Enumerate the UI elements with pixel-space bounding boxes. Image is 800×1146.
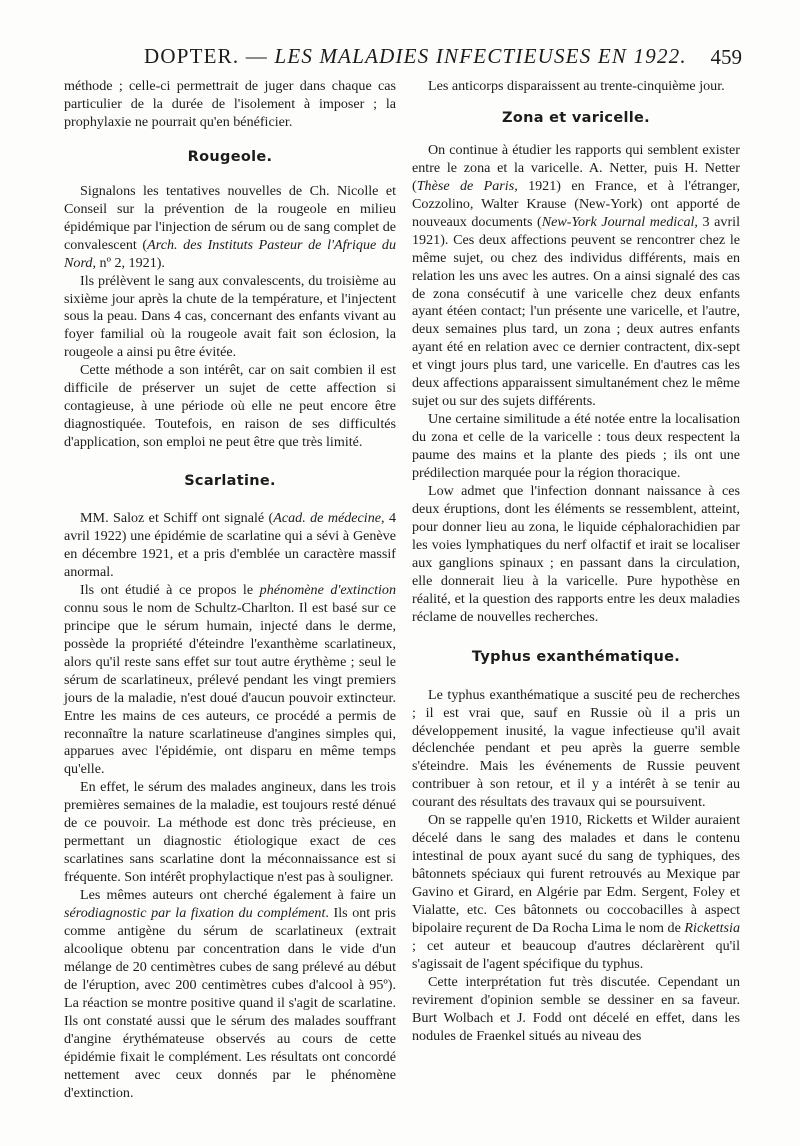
header-journal-title: LES MALADIES INFECTIEUSES EN 1922. <box>274 44 687 68</box>
zona-p1-text-b: , 1921) en France, et à l'étranger, Cozzolino, Walter Krause (New-York) ont apporté de nouveaux documents ( <box>412 177 741 230</box>
page-number: 459 <box>710 45 742 69</box>
rougeole-paragraph-2: Ils prélèvent le sang aux convalescents, du troisième au sixième jour après la chute de la température, et l'injectent sous la peau. Dans 4 cas, concernant des enfants vivant au foyer familial où la rougeole avait fait son éclosion, la rougeole a ainsi pu être évitée. <box>64 272 396 361</box>
right-column <box>412 78 740 1046</box>
zona-p1-reference-2: New-York Journal medical <box>541 213 695 230</box>
rougeole-p1-text-a: Signalons les tentatives nouvelles de Ch. Nicolle et Conseil sur la prévention de la rougeole en milieu épidémique par l'injection de sérum ou de sang complet de convalescent ( <box>64 182 396 253</box>
typhus-paragraph-2 <box>412 812 740 974</box>
rougeole-p1-reference: Arch. des Instituts Pasteur de l'Afrique du Nord <box>64 236 397 271</box>
scarlatine-p2-emphasis: phénomène d'extinction <box>259 581 396 598</box>
header-title <box>144 44 687 69</box>
scarlatine-p1-text-a: MM. Saloz et Schiff ont signalé ( <box>80 510 274 527</box>
scarlatine-heading: Scarlatine. <box>184 473 276 490</box>
zona-p1-text-a: On continue à étudier les rapports qui semblent exister entre le zona et la varicelle. A. Netter, puis H. Netter ( <box>412 141 740 194</box>
header-author: DOPTER. <box>144 44 240 68</box>
scarlatine-p2-text-a: Ils ont étudié à ce propos le <box>80 581 260 598</box>
running-header <box>66 44 742 74</box>
zona-paragraph-1 <box>412 142 740 411</box>
rougeole-heading: Rougeole. <box>187 148 273 165</box>
rougeole-paragraph-1 <box>64 183 396 273</box>
header-dash: — <box>239 44 275 68</box>
left-intro-paragraph: méthode ; celle-ci permettrait de juger dans chaque cas particulier de la durée de l'isolement à imposer ; la prophylaxie ne pourrait qu'en bénéficier. <box>64 78 396 130</box>
scarlatine-paragraph-2 <box>64 582 396 779</box>
left-column <box>64 78 396 1103</box>
rougeole-p1-text-b: , nº 2, 1921). <box>92 254 165 271</box>
typhus-p2-emphasis: Rickettsia <box>684 919 740 936</box>
scarlatine-p4-text-a: Les mêmes auteurs ont cherché également à faire un <box>80 887 396 904</box>
scarlatine-p1-text-b: , 4 avril 1922) une épidémie de scarlatine qui a sévi à Genève en décembre 1921, et a pris d'emblée un caractère massif anormal. <box>64 510 396 580</box>
zona-heading: Zona et varicelle. <box>502 109 650 126</box>
scarlatine-paragraph-4 <box>64 887 396 1102</box>
typhus-paragraph-3: Cette interprétation fut très discutée. Cependant un revirement d'opinion semble se dessiner en sa faveur. Burt Wolbach et J. Fodd ont décelé en effet, dans les nodules de Fraenkel situés au niveau des <box>412 973 740 1044</box>
zona-paragraph-3: Low admet que l'infection donnant naissance à ces deux éruptions, dont les éléments se ressemblent, atteint, pour donner lieu au zona, le liquide céphalorachidien par les voies lymphatiques du nerf olfactif et irait se localiser aux ganglions spinaux ; en passant dans la circulation, elle donnerait lieu à la varicelle. Pure hypothèse en réalité, et la question des rapports entre les deux maladies réclame de nouvelles recherches. <box>412 483 740 625</box>
scarlatine-p4-text-b: . Ils ont pris comme antigène du sérum de scarlatineux (extrait alcoolique obtenu par concentration dans le vide d'un mélange de 20 centimètres cubes de sang prélevé au début de l'éruption, avec 200 centimètres cubes d'alcool à 95º). La réaction se montre positive quand il s'agit de scarlatine. Ils ont constaté aussi que le sérum des malades souffrant d'angine érythémateuse observés au cours de cette épidémie fixait le complément. Les résultats ont concordé nettement avec ceux donnés par le phénomène d'extinction. <box>64 905 396 1101</box>
typhus-p2-text-b: ; cet auteur et beaucoup d'autres déclarèrent qu'il s'agissait de l'agent spécifique du typhus. <box>412 937 740 972</box>
scarlatine-paragraph-1 <box>64 510 396 582</box>
typhus-paragraph-1: Le typhus exanthématique a suscité peu de recherches ; il est vrai que, sauf en Russie où il a pris un développement inusité, la vague infectieuse qu'il avait déclenchée pendant et peu après la guerre semble s'éteindre. Mais les événements de Russie peuvent contribuer à son retour, et il y a intérêt à se tenir au courant des résultats des travaux qui se poursuivent. <box>412 686 740 811</box>
zona-paragraph-2: Une certaine similitude a été notée entre la localisation du zona et celle de la varicelle : tous deux respectent la paume des mains et la plante des pieds ; ils ont une prédilection marquée pour la région thoracique. <box>412 411 740 482</box>
zona-p1-text-c: , 3 avril 1921). Ces deux affections peuvent se rencontrer chez le même sujet, ou chez des individus différents, mais en relation les uns avec les autres. On a ainsi signalé des cas de zona consécutif à une varicelle chez deux enfants ayant étéen contact; l'un présente une varicelle, et l'autre, deux semaines plus tard, un zona ; deux autres enfants ayant été en relation avec ce dernier contractent, dix-sept et vingt jours plus tard, une varicelle. En d'autres cas les deux affections apparaissent simultanément chez le même sujet ou sur des sujets différents. <box>412 213 740 410</box>
typhus-p2-text-a: On se rappelle qu'en 1910, Ricketts et Wilder auraient décelé dans le sang des malades et dans le contenu intestinal de poux ayant sucé du sang de typhiques, des bâtonnets spéciaux qui furent retrouvés au Mexique par Gavino et Girard, en Algérie par Edm. Sergent, Foley et Vialatte, etc. Ces bâtonnets ou coccobacilles à aspect bipolaire reçurent de Da Rocha Lima le nom de <box>412 812 740 936</box>
scarlatine-p4-emphasis: sérodiagnostic par la fixation du complément <box>64 905 326 922</box>
zona-p1-reference-1: Thèse de Paris <box>416 177 515 194</box>
scarlatine-p1-reference: Acad. de médecine <box>273 510 382 527</box>
typhus-heading: Typhus exanthématique. <box>471 648 681 665</box>
right-intro-paragraph: Les anticorps disparaissent au trente-cinquième jour. <box>428 78 725 94</box>
scarlatine-p2-text-b: connu sous le nom de Schultz-Charlton. Il est basé sur ce principe que le sérum humain, injecté dans le derme, possède la propriété d'éteindre l'exanthème scarlatineux, alors qu'il reste sans effet sur tout autre érythème ; seul le sérum de scarlatineux, prélevé pendant les vingt premiers jours de la maladie, n'est doué d'aucun pouvoir extincteur. Entre les mains de ces auteurs, ce procédé a permis de reconnaître la nature scarlatineuse d'angines simples qui, apparues avec l'épidémie, ont disparu en même temps qu'elle. <box>64 599 396 778</box>
scarlatine-paragraph-3: En effet, le sérum des malades angineux, dans les trois premières semaines de la maladie, est toujours resté dénué de ce pouvoir. La méthode est donc très précieuse, en permettant un diagnostic étiologique exact de ces scarlatines sans scarlatine dont la méconnaissance est si fréquente. Son intérêt prophylactique n'est pas à souligner. <box>64 779 396 886</box>
rougeole-paragraph-3: Cette méthode a son intérêt, car on sait combien il est difficile de préserver un sujet de cette affection si contagieuse, à une période où elle ne peut encore être diagnostiquée. Toutefois, en raison de ses difficultés d'application, son emploi ne peut être que très limité. <box>64 362 396 451</box>
